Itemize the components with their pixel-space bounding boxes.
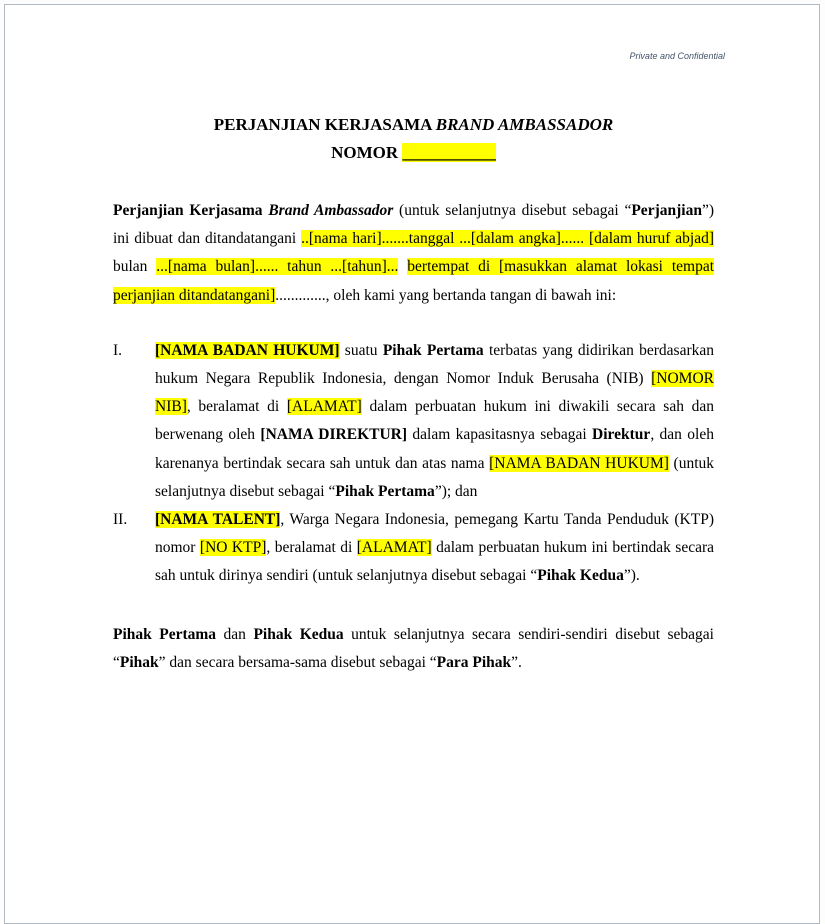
text-run: BRAND AMBASSADOR	[435, 115, 614, 134]
highlighted-placeholder[interactable]: [NOMOR NIB]	[155, 370, 714, 416]
text-run: dan	[216, 625, 254, 643]
party-item-first	[113, 337, 714, 506]
text-run: Pihak Kedua	[253, 625, 344, 643]
text-run: , Warga Negara Indonesia, pemegang Kartu Tanda Penduduk (KTP) nomor	[155, 511, 714, 557]
text-run: Brand Ambassador	[268, 202, 394, 219]
text-run: Pihak Pertama	[335, 482, 435, 500]
text-run: NOMOR	[331, 143, 403, 162]
text-run: terbatas yang didirikan berdasarkan hukum Negara Republik Indonesia, dengan Nomor Induk Berusaha (NIB)	[155, 341, 715, 388]
highlighted-placeholder[interactable]: [NAMA BADAN HUKUM]	[155, 341, 340, 359]
list-marker: II.	[113, 511, 128, 529]
closing-paragraph	[113, 621, 714, 677]
highlighted-placeholder[interactable]: ___________	[402, 143, 496, 162]
text-run: dalam perbuatan hukum ini diwakili secara sah dan berwenang oleh	[155, 398, 715, 444]
highlighted-placeholder[interactable]: [NO KTP]	[199, 539, 267, 557]
intro-paragraph	[113, 197, 714, 310]
text-run: ”.	[511, 653, 522, 671]
party-item-text	[155, 337, 714, 506]
party-item-second	[113, 506, 714, 591]
text-run: , dan oleh karenanya bertindak secara sah untuk dan atas nama	[155, 426, 714, 472]
text-run: , beralamat di	[186, 398, 287, 416]
document-page	[4, 4, 820, 924]
highlighted-placeholder[interactable]: [ALAMAT]	[286, 398, 362, 416]
title-block	[113, 5, 714, 167]
text-run: suatu	[339, 341, 383, 359]
text-run: (untuk selanjutnya disebut sebagai “	[393, 202, 632, 219]
highlighted-placeholder[interactable]: bertempat di [masukkan alamat lokasi tempat perjanjian ditandatangani]	[113, 258, 715, 304]
text-run: ”); dan	[434, 482, 478, 500]
text-run: Pihak	[119, 653, 159, 671]
text-run: Pihak Pertama	[382, 341, 484, 359]
highlighted-placeholder[interactable]: [ALAMAT]	[356, 539, 432, 557]
confidential-watermark: Private and Confidential	[629, 51, 725, 61]
list-marker: I.	[113, 341, 123, 359]
text-run: Pihak Pertama	[113, 625, 217, 643]
highlighted-placeholder[interactable]: ...[nama bulan]...... tahun ...[tahun]...	[156, 258, 399, 276]
highlighted-placeholder[interactable]: [NAMA TALENT]	[155, 511, 281, 529]
text-run: PERJANJIAN KERJASAMA	[213, 115, 436, 134]
text-run: ” dan secara bersama-sama disebut sebagai “	[158, 653, 437, 671]
text-run: dalam perbuatan hukum ini bertindak secara sah untuk dirinya sendiri (untuk selanjutnya disebut sebagai “	[155, 539, 715, 585]
party-list	[113, 337, 714, 591]
text-run: , beralamat di	[266, 539, 357, 557]
text-run: ”) ini dibuat dan ditandatangani	[113, 202, 714, 248]
text-run: Direktur	[592, 426, 651, 444]
text-run: ”).	[623, 567, 640, 585]
text-run: Perjanjian Kerjasama	[113, 202, 269, 219]
document-number-line	[113, 139, 714, 167]
highlighted-placeholder[interactable]: [NAMA BADAN HUKUM]	[489, 454, 669, 472]
text-run: Perjanjian	[631, 202, 702, 219]
text-run: Para Pihak	[436, 653, 512, 671]
text-run: [NAMA DIREKTUR]	[260, 426, 408, 444]
highlighted-placeholder[interactable]: ..[nama hari].......tanggal ...[dalam angka]...... [dalam huruf abjad]	[301, 230, 714, 248]
text-run: (untuk selanjutnya disebut sebagai “	[155, 454, 715, 500]
text-run: ............., oleh kami yang bertanda tangan di bawah ini:	[275, 286, 617, 304]
text-run: untuk selanjutnya secara sendiri-sendiri disebut sebagai “	[113, 625, 714, 671]
text-run: Pihak Kedua	[537, 567, 624, 585]
text-run: dalam kapasitasnya sebagai	[407, 426, 593, 444]
text-run: bulan	[113, 258, 157, 276]
party-item-text	[155, 506, 714, 591]
document-content	[113, 5, 714, 677]
document-title	[113, 111, 714, 139]
text-run	[398, 258, 407, 275]
